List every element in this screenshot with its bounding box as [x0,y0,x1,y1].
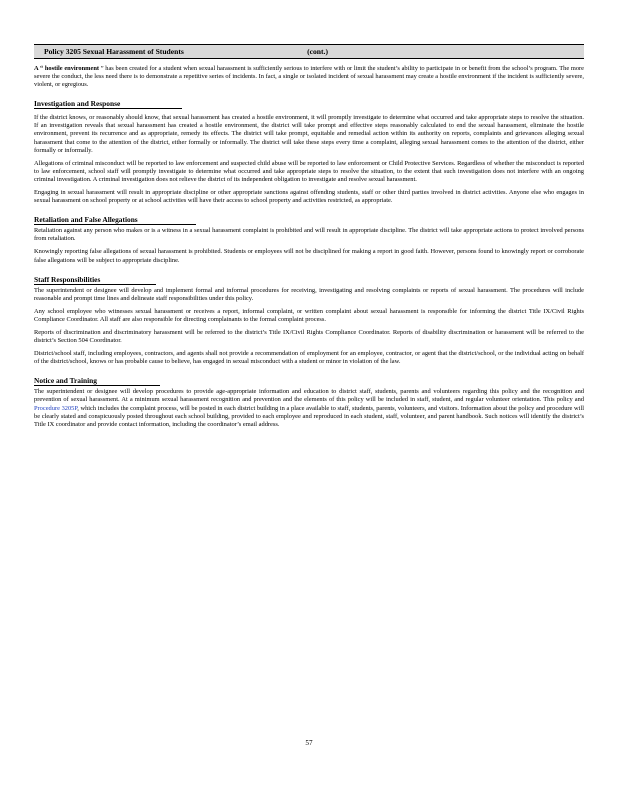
policy-page [34,44,584,429]
page-number: 57 [305,739,313,747]
retaliation-paragraph-1: Retaliation against any person who makes or is a witness in a sexual harassment complaint is prohibited and will result in appropriate discipline. The district will take appropriate actions to protect involved persons from retaliation. [34,227,584,243]
policy-title: Policy 3205 Sexual Harassment of Students [44,47,184,56]
investigation-paragraph-1: If the district knows, or reasonably should know, that sexual harassment has created a hostile environment, it will promptly investigate to determine what occurred and take appropriate steps to resolve the situation. If an investigation reveals that sexual harassment has created a hostile environment, the district will take prompt and effective steps reasonably calculated to end the sexual harassment, eliminate the hostile environment, prevent its recurrence and as appropriate, remedy its effects. The district will take prompt, equitable and remedial action within its authority on reports, complaints and grievances alleging sexual harassment that come to the attention of the district, either formally or informally. The district will take these steps every time a complaint, alleging sexual harassment comes to the attention of the district, either formally or informally. [34,114,584,154]
notice-paragraph-1 [34,388,584,428]
intro-paragraph [34,65,584,89]
staff-paragraph-3: Reports of discrimination and discriminatory harassment will be referred to the district’s Title IX/Civil Rights Compliance Coordinator. Reports of disability discrimination or harassment will be referred to the district’s Section 504 Coordinator. [34,328,584,345]
section-heading-notice [34,376,584,386]
investigation-heading-text: Investigation and Response [34,99,121,109]
policy-continued-label: (cont.) [307,47,328,56]
policy-header-bar [34,44,584,59]
intro-text: ” has been created for a student when sexual harassment is sufficiently serious to interfere with or limit the student’s ability to participate in or benefit from the school’s program. The more severe the conduct, the less need there is to demonstrate a repetitive series of incidents. In fact, a single or isolated incident of sexual harassment may create a hostile environment if the incident is sufficiently severe, violent, or egregious. [34,65,584,89]
staff-paragraph-1: The superintendent or designee will develop and implement formal and informal procedures for receiving, investigating and resolving complaints or reports of sexual harassment. The procedures will include reasonable and prompt time lines and delineate staff responsibilities under this policy. [34,286,584,302]
investigation-paragraph-3: Engaging in sexual harassment will result in appropriate discipline or other appropriate sanctions against offending students, staff or other third parties involved in district activities. Anyone else who engages in sexual harassment on school property or at school activities will have their access to school property and activities restricted, as appropriate. [34,189,584,205]
retaliation-paragraph-2: Knowingly reporting false allegations of sexual harassment is prohibited. Students or employees will not be disciplined for making a report in good faith. However, persons found to knowingly report or corroborate false allegations will be subject to appropriate discipline. [34,248,584,264]
notice-text-part-1: The superintendent or designee will develop procedures to provide age-appropriate information and education to district staff, students, parents and volunteers regarding this policy and the recognition and prevention of sexual harassment. At a minimum sexual harassment recognition and prevention and the elements of this policy will be included in staff, student, and regular volunteer orientation. This policy and [34,388,584,404]
section-heading-retaliation [34,215,584,225]
heading-underline [34,385,160,386]
heading-underline [34,224,196,225]
procedure-3205p-link[interactable]: Procedure 3205P [34,404,78,412]
intro-lead-term: A “ hostile environment [34,65,99,72]
notice-heading-text: Notice and Training [34,376,97,386]
heading-underline [34,284,156,285]
staff-heading-text: Staff Responsibilities [34,274,101,284]
section-heading-staff [34,275,584,285]
investigation-paragraph-2: Allegations of criminal misconduct will be reported to law enforcement and suspected child abuse will be reported to law enforcement or Child Protective Services. Regardless of whether the misconduct is reported to law enforcement, school staff will promptly investigate to determine what occurred and take appropriate steps to resolve the situation, to the extent that such investigation does not interfere with an ongoing criminal investigation. A criminal investigation does not relieve the district of its independent obligation to investigate and resolve sexual harassment. [34,159,584,183]
staff-paragraph-4: District/school staff, including employees, contractors, and agents shall not provide a recommendation of employment for an employee, contractor, or agent that the district/school, or the individual acting on behalf of the district/school, knows or has probable cause to believe, has engaged in sexual misconduct with a student or minor in violation of the law. [34,350,584,366]
retaliation-heading-text: Retaliation and False Allegations [34,215,138,225]
notice-text-part-2: , which includes the complaint process, will be posted in each district building in a place available to staff, students, parents, volunteers, and visitors. Information about the policy and procedure will be clearly stated and conspicuously posted throughout each school building, provided to each employee and reproduced in each student, staff, volunteer, and parent handbook. Such notices will identify the district’s Title IX coordinator and provide contact information, including the coordinator’s email address. [34,404,584,428]
staff-paragraph-2: Any school employee who witnesses sexual harassment or receives a report, informal complaint, or written complaint about sexual harassment is responsible for informing the district Title IX/Civil Rights Compliance Coordinator. All staff are also responsible for directing complainants to the formal complaint process. [34,307,584,323]
heading-underline [34,108,182,109]
section-heading-investigation [34,99,584,109]
